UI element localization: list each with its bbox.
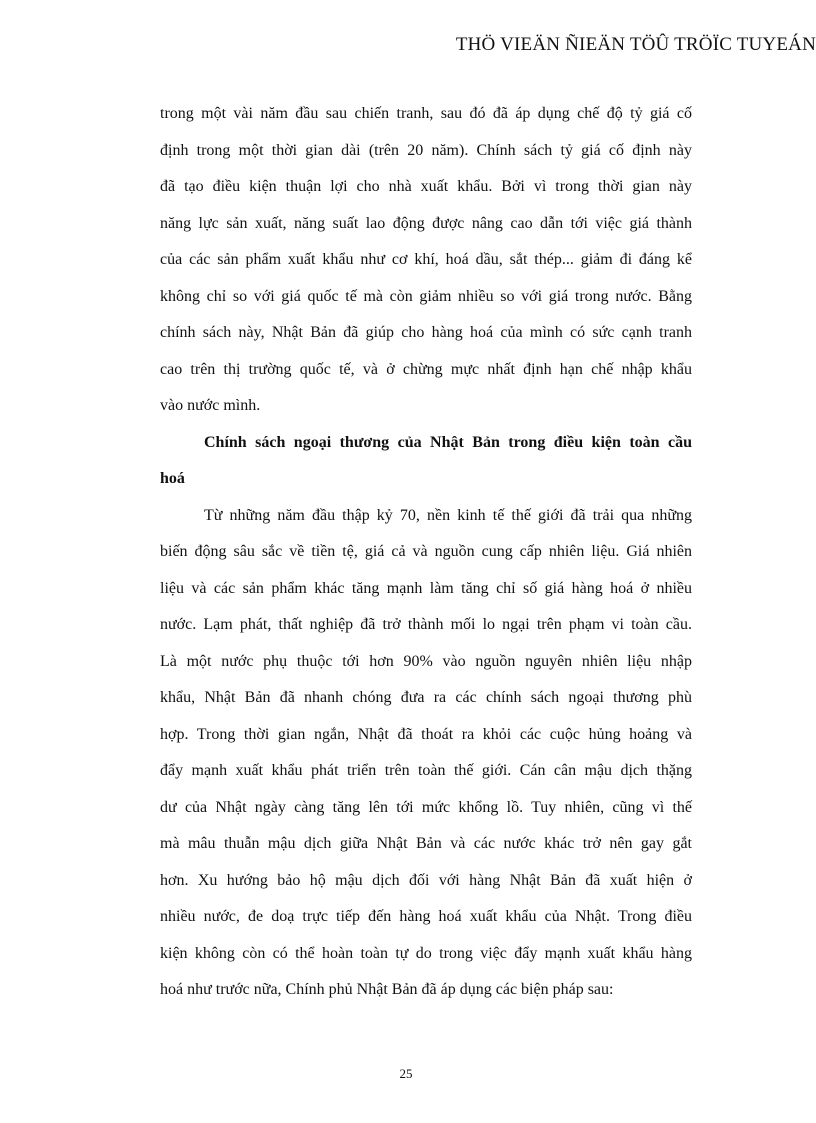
text-line: chính sách này, Nhật Bản đã giúp cho hàng hoá của mình có sức cạnh tranh [160,324,692,341]
text-line: dư của Nhật ngày càng tăng lên tới mức khổng lồ. Tuy nhiên, cũng vì thế [160,798,692,816]
section-heading [160,431,692,504]
text-line: nước. Lạm phát, thất nghiệp đã trở thành mối lo ngại trên phạm vi toàn cầu. [160,616,692,633]
text-line: trong một vài năm đầu sau chiến tranh, sau đó đã áp dụng chế độ tỷ giá cố [160,105,692,122]
text-line: định trong một thời gian dài (trên 20 năm). Chính sách tỷ giá cố định này [160,141,692,159]
text-line: không chỉ so với giá quốc tế mà còn giảm nhiều so với giá trong nước. Bằng [160,287,692,305]
text-line: biến động sâu sắc về tiền tệ, giá cả và nguồn cung cấp nhiên liệu. Giá nhiên [160,543,692,560]
text-line: Từ những năm đầu thập kỷ 70, nền kinh tế thế giới đã trải qua những [204,506,692,524]
text-line: vào nước mình. [160,397,261,414]
text-line: đã tạo điều kiện thuận lợi cho nhà xuất khẩu. Bởi vì trong thời gian này [160,178,692,195]
paragraph-exchange-rate-policy [160,102,692,431]
text-line: hoá như trước nữa, Chính phủ Nhật Bản đã áp dụng các biện pháp sau: [160,981,614,998]
text-line: của các sản phẩm xuất khẩu như cơ khí, hoá dầu, sắt thép... giảm đi đáng kể [160,251,692,268]
text-line: hợp. Trong thời gian ngắn, Nhật đã thoát ra khỏi các cuộc hủng hoảng và [160,725,692,743]
page-header: THÖ VIEÄN ÑIEÄN TÖÛ TRÖÏC TUYEÁN [455,34,816,55]
heading-line: Chính sách ngoại thương của Nhật Bản trong điều kiện toàn cầu [204,433,692,451]
page-number-label: 25 [399,1066,413,1081]
text-line: mà mâu thuẫn mậu dịch giữa Nhật Bản và các nước khác trở nên gay gắt [160,835,692,852]
text-line: khẩu, Nhật Bản đã nhanh chóng đưa ra các chính sách ngoại thương phù [160,689,692,706]
document-body [160,102,692,1015]
text-line: năng lực sản xuất, năng suất lao động được nâng cao dẫn tới việc giá thành [160,214,692,232]
heading-line: hoá [160,470,185,487]
text-line: cao trên thị trường quốc tế, và ở chừng mực nhất định hạn chế nhập khẩu [160,360,692,378]
page-number [0,1066,816,1082]
text-line: nhiều nước, đe doạ trực tiếp đến hàng hoá xuất khẩu của Nhật. Trong điều [160,908,692,925]
text-line: liệu và các sản phẩm khác tăng mạnh làm tăng chỉ số giá hàng hoá ở nhiều [160,579,692,597]
text-line: Là một nước phụ thuộc tới hơn 90% vào nguồn nguyên nhiên liệu nhập [160,652,692,670]
text-line: đẩy mạnh xuất khẩu phát triển trên toàn thế giới. Cán cân mậu dịch thặng [160,762,692,779]
text-line: hơn. Xu hướng bảo hộ mậu dịch đối với hàng Nhật Bản đã xuất hiện ở [160,871,692,889]
paragraph-globalization [160,504,692,1015]
text-line: kiện không còn có thể hoàn toàn tự do trong việc đẩy mạnh xuất khẩu hàng [160,944,692,962]
